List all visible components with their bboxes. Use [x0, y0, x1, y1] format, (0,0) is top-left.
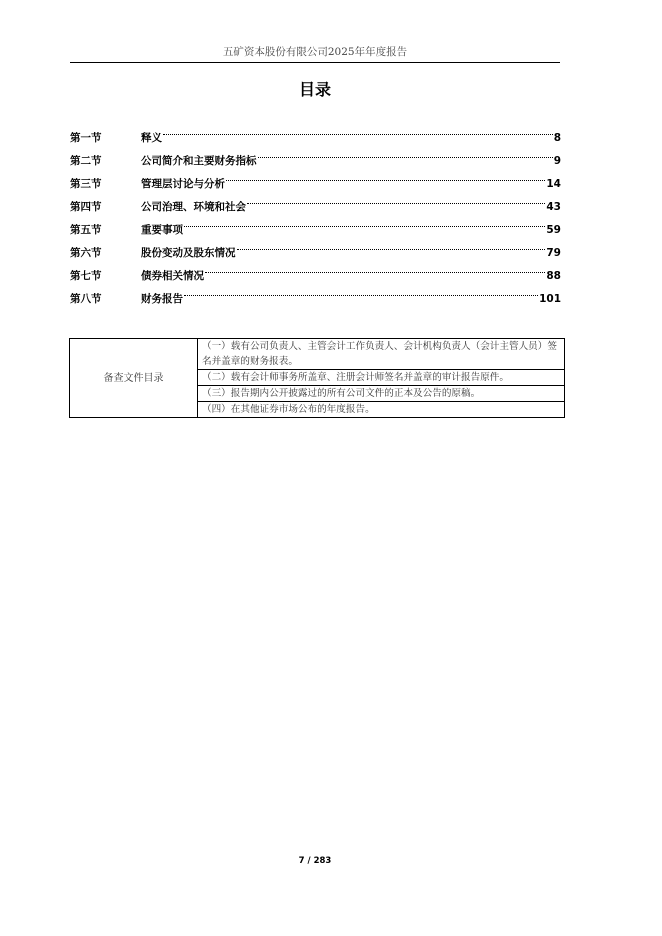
toc-section-title: 管理层讨论与分析: [141, 178, 225, 190]
toc-dot-leader: [184, 279, 538, 302]
toc-entry-1[interactable]: [70, 118, 561, 144]
reference-document-item-1: （一）载有公司负责人、主管会计工作负责人、会计机构负责人（会计主管人员）签名并盖章的财务报表。: [198, 339, 565, 370]
reference-documents-table: [69, 338, 565, 418]
toc-section-title: 释义: [141, 132, 162, 144]
toc-section-number: 第六节: [70, 247, 102, 259]
toc-dot-leader: [163, 118, 553, 141]
toc-title: 目录: [298, 80, 331, 99]
table-of-contents: [70, 118, 561, 305]
toc-section-number: 第二节: [70, 155, 102, 167]
toc-page-number: 14: [546, 178, 561, 190]
toc-section-title: 公司治理、环境和社会: [141, 201, 246, 213]
toc-section-number: 第三节: [70, 178, 102, 190]
toc-page-number: 88: [546, 270, 561, 282]
toc-section-title: 公司简介和主要财务指标: [141, 155, 257, 167]
toc-section-title: 财务报告: [141, 293, 183, 305]
toc-page-number: 9: [553, 155, 561, 167]
toc-dot-leader: [205, 256, 545, 279]
toc-dot-leader: [184, 210, 545, 233]
header-divider: [70, 62, 560, 63]
toc-page-number: 59: [546, 224, 561, 236]
toc-page-number: 79: [546, 247, 561, 259]
toc-page-number: 8: [553, 132, 561, 144]
reference-document-item-3: （三）报告期内公开披露过的所有公司文件的正本及公告的原稿。: [198, 386, 565, 402]
toc-page-number: 101: [539, 293, 561, 305]
toc-page-number: 43: [546, 201, 561, 213]
toc-dot-leader: [247, 187, 545, 210]
toc-section-title: 股份变动及股东情况: [141, 247, 236, 259]
reference-document-item-4: （四）在其他证券市场公布的年度报告。: [198, 402, 565, 418]
reference-document-item-2: （二）载有会计师事务所盖章、注册会计师签名并盖章的审计报告原件。: [198, 370, 565, 386]
reference-documents-label: 备查文件目录: [70, 339, 198, 418]
toc-dot-leader: [237, 233, 546, 256]
toc-section-number: 第八节: [70, 293, 102, 305]
toc-dot-leader: [258, 141, 553, 164]
toc-section-number: 第五节: [70, 224, 102, 236]
toc-section-title: 债券相关情况: [141, 270, 204, 282]
toc-section-number: 第四节: [70, 201, 102, 213]
table-row: [70, 339, 565, 370]
page-number: 7 / 283: [298, 856, 332, 866]
toc-section-number: 第一节: [70, 132, 102, 144]
toc-section-number: 第七节: [70, 270, 102, 282]
page-header: 五矿资本股份有限公司2025年年度报告: [222, 46, 408, 58]
toc-section-title: 重要事项: [141, 224, 183, 236]
toc-dot-leader: [226, 164, 545, 187]
